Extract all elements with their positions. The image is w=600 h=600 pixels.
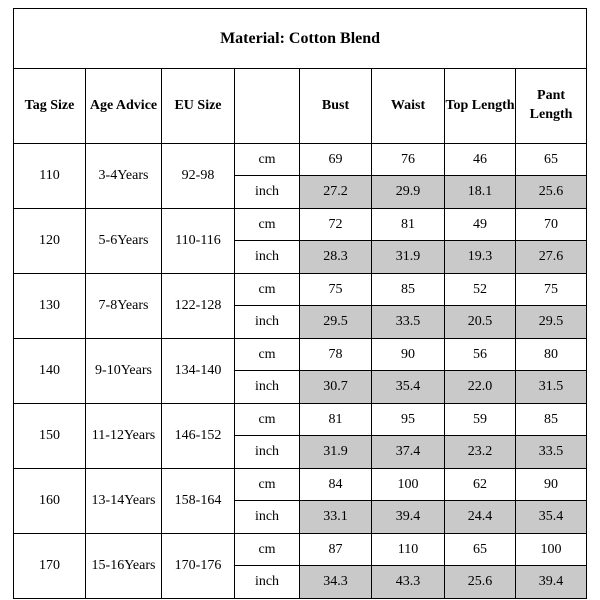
bust-inch-cell: 33.1 [300, 501, 372, 534]
eu-size-cell: 146-152 [162, 404, 235, 469]
eu-size-cell: 122-128 [162, 274, 235, 339]
unit-inch-label: inch [235, 566, 300, 599]
waist-inch-cell: 29.9 [372, 176, 445, 209]
header-age-advice: Age Advice [86, 69, 162, 144]
table-title: Material: Cotton Blend [14, 9, 587, 69]
header-row [14, 69, 587, 144]
table-row [14, 209, 587, 241]
bust-cm-cell: 87 [300, 534, 372, 566]
table-row [14, 469, 587, 501]
top-length-cm-cell: 59 [445, 404, 516, 436]
age-advice-cell: 5-6Years [86, 209, 162, 274]
top-length-inch-cell: 23.2 [445, 436, 516, 469]
table-row [14, 534, 587, 566]
size-chart-table [13, 8, 587, 599]
unit-inch-label: inch [235, 306, 300, 339]
eu-size-cell: 110-116 [162, 209, 235, 274]
waist-cm-cell: 95 [372, 404, 445, 436]
bust-inch-cell: 31.9 [300, 436, 372, 469]
bust-inch-cell: 27.2 [300, 176, 372, 209]
pant-length-inch-cell: 35.4 [516, 501, 587, 534]
header-unit [235, 69, 300, 144]
table-row [14, 404, 587, 436]
unit-inch-label: inch [235, 501, 300, 534]
waist-inch-cell: 39.4 [372, 501, 445, 534]
unit-cm-label: cm [235, 144, 300, 176]
waist-inch-cell: 37.4 [372, 436, 445, 469]
table-row [14, 339, 587, 371]
eu-size-cell: 92-98 [162, 144, 235, 209]
pant-length-inch-cell: 27.6 [516, 241, 587, 274]
table-row [14, 274, 587, 306]
tag-size-cell: 110 [14, 144, 86, 209]
top-length-cm-cell: 52 [445, 274, 516, 306]
bust-inch-cell: 28.3 [300, 241, 372, 274]
bust-cm-cell: 69 [300, 144, 372, 176]
tag-size-cell: 140 [14, 339, 86, 404]
top-length-cm-cell: 46 [445, 144, 516, 176]
size-chart [13, 8, 586, 595]
pant-length-cm-cell: 85 [516, 404, 587, 436]
pant-length-cm-cell: 65 [516, 144, 587, 176]
pant-length-cm-cell: 90 [516, 469, 587, 501]
top-length-cm-cell: 56 [445, 339, 516, 371]
waist-cm-cell: 85 [372, 274, 445, 306]
age-advice-cell: 15-16Years [86, 534, 162, 599]
waist-cm-cell: 81 [372, 209, 445, 241]
age-advice-cell: 13-14Years [86, 469, 162, 534]
age-advice-cell: 9-10Years [86, 339, 162, 404]
age-advice-cell: 3-4Years [86, 144, 162, 209]
unit-cm-label: cm [235, 404, 300, 436]
bust-inch-cell: 30.7 [300, 371, 372, 404]
bust-cm-cell: 84 [300, 469, 372, 501]
header-tag-size: Tag Size [14, 69, 86, 144]
waist-inch-cell: 43.3 [372, 566, 445, 599]
waist-cm-cell: 110 [372, 534, 445, 566]
pant-length-cm-cell: 75 [516, 274, 587, 306]
waist-inch-cell: 35.4 [372, 371, 445, 404]
unit-inch-label: inch [235, 436, 300, 469]
pant-length-inch-cell: 29.5 [516, 306, 587, 339]
unit-cm-label: cm [235, 469, 300, 501]
bust-cm-cell: 78 [300, 339, 372, 371]
header-eu-size: EU Size [162, 69, 235, 144]
bust-cm-cell: 72 [300, 209, 372, 241]
bust-cm-cell: 75 [300, 274, 372, 306]
unit-inch-label: inch [235, 371, 300, 404]
pant-length-inch-cell: 25.6 [516, 176, 587, 209]
header-bust: Bust [300, 69, 372, 144]
waist-inch-cell: 33.5 [372, 306, 445, 339]
bust-inch-cell: 34.3 [300, 566, 372, 599]
unit-cm-label: cm [235, 339, 300, 371]
pant-length-cm-cell: 100 [516, 534, 587, 566]
header-top-length: Top Length [445, 69, 516, 144]
pant-length-cm-cell: 80 [516, 339, 587, 371]
eu-size-cell: 170-176 [162, 534, 235, 599]
top-length-inch-cell: 24.4 [445, 501, 516, 534]
pant-length-cm-cell: 70 [516, 209, 587, 241]
top-length-inch-cell: 22.0 [445, 371, 516, 404]
tag-size-cell: 160 [14, 469, 86, 534]
tag-size-cell: 170 [14, 534, 86, 599]
top-length-cm-cell: 65 [445, 534, 516, 566]
age-advice-cell: 7-8Years [86, 274, 162, 339]
table-row [14, 144, 587, 176]
header-pant-length: Pant Length [516, 69, 587, 144]
tag-size-cell: 150 [14, 404, 86, 469]
waist-cm-cell: 76 [372, 144, 445, 176]
unit-cm-label: cm [235, 534, 300, 566]
unit-cm-label: cm [235, 274, 300, 306]
pant-length-inch-cell: 39.4 [516, 566, 587, 599]
top-length-cm-cell: 62 [445, 469, 516, 501]
eu-size-cell: 158-164 [162, 469, 235, 534]
bust-inch-cell: 29.5 [300, 306, 372, 339]
unit-inch-label: inch [235, 176, 300, 209]
pant-length-inch-cell: 33.5 [516, 436, 587, 469]
waist-cm-cell: 100 [372, 469, 445, 501]
top-length-cm-cell: 49 [445, 209, 516, 241]
header-waist: Waist [372, 69, 445, 144]
eu-size-cell: 134-140 [162, 339, 235, 404]
waist-cm-cell: 90 [372, 339, 445, 371]
top-length-inch-cell: 18.1 [445, 176, 516, 209]
age-advice-cell: 11-12Years [86, 404, 162, 469]
unit-inch-label: inch [235, 241, 300, 274]
bust-cm-cell: 81 [300, 404, 372, 436]
top-length-inch-cell: 25.6 [445, 566, 516, 599]
tag-size-cell: 130 [14, 274, 86, 339]
tag-size-cell: 120 [14, 209, 86, 274]
top-length-inch-cell: 20.5 [445, 306, 516, 339]
waist-inch-cell: 31.9 [372, 241, 445, 274]
pant-length-inch-cell: 31.5 [516, 371, 587, 404]
top-length-inch-cell: 19.3 [445, 241, 516, 274]
unit-cm-label: cm [235, 209, 300, 241]
